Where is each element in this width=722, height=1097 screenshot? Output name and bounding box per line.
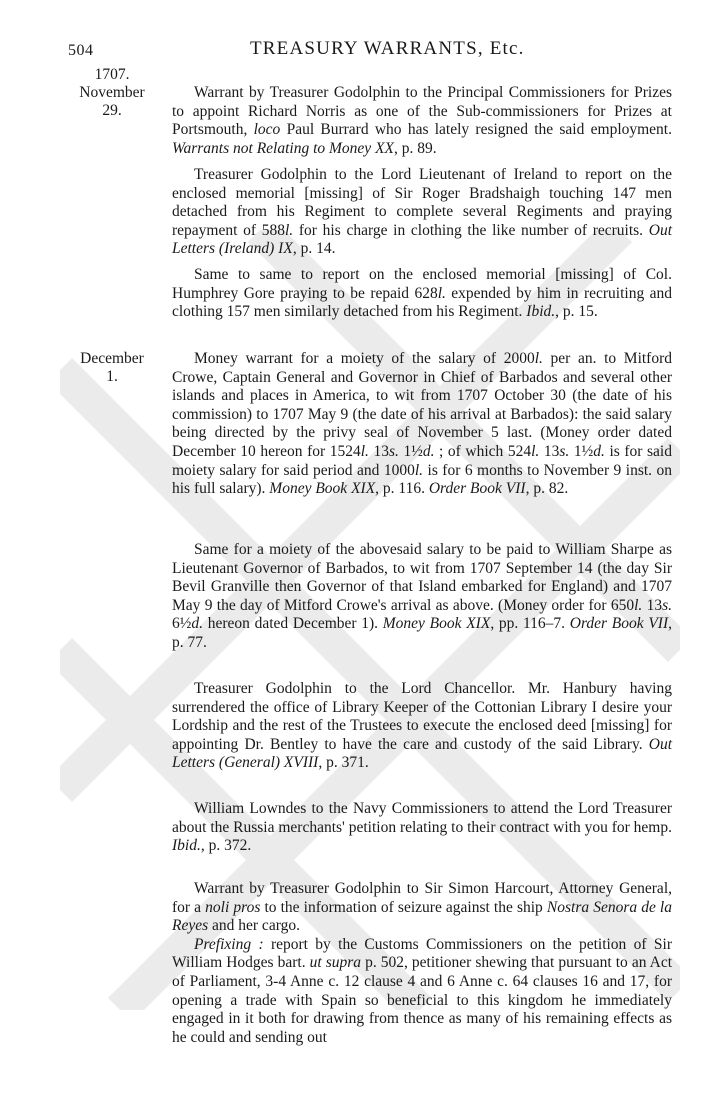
reference: Out Letters (Ireland) IX [172, 221, 672, 258]
entry-cottonian-library: Treasurer Godolphin to the Lord Chancellor. Mr. Hanbury having surrendered the office of Library Keeper of the Cottonian Library I desire your Lordship and the rest of the Trustees to execute the enclosed deed [missing] for appointing Dr. Bentley to have the care and custody of the said Library. Out Letters (General) XVIII, p. 371. [172, 680, 672, 772]
margin-day: 1. [106, 368, 118, 385]
reference: Order Book VII [569, 615, 669, 633]
margin-date-november [70, 66, 154, 120]
margin-year: 1707. [94, 66, 130, 83]
entry-bradshaigh-memorial: Treasurer Godolphin to the Lord Lieutenant of Ireland to report on the enclosed memorial [missing] of Sir Roger Bradshaigh touching 147 men detached from his Regiment to complete several Regiments and praying repayment of 588l. for his charge in clothing the like number of recruits. Out Letters (Ireland) IX, p. 14. [172, 166, 672, 258]
reference: Order Book VII [428, 480, 526, 498]
reference: Ibid. [172, 837, 201, 855]
entry-prize-commissioners: Warrant by Treasurer Godolphin to the Principal Commissioners for Prizes to appoint Richard Norris as one of the Sub-commissioners for Prizes at Portsmouth, loco Paul Burrard who has lately resigned the said employment. Warrants not Relating to Money XX, p. 89. [172, 84, 672, 157]
ship-name: Nostra Senora de la Reyes [172, 898, 672, 935]
reference: Money Book XIX [269, 480, 376, 498]
entry-russia-merchants: William Lowndes to the Navy Commissioners to attend the Lord Treasurer about the Russia merchants' petition relating to their contract with you for hemp. Ibid., p. 372. [172, 800, 672, 855]
reference: Out Letters (General) XVIII [172, 735, 672, 772]
page-number: 504 [68, 42, 94, 59]
margin-date-december [70, 350, 154, 386]
margin-month: November [79, 84, 145, 101]
reference: Money Book XIX [382, 615, 491, 633]
entry-noli-pros-warrant: Warrant by Treasurer Godolphin to Sir Simon Harcourt, Attorney General, for a noli pros to the information of seizure against the ship Nostra Senora de la Reyes and her cargo. Prefixing : report by the Customs Commissioners on the petition of Sir William Hodges bart. ut supra p. 502, petitioner shewing that pursuant to an Act of Parliament, 3-4 Anne c. 12 clause 4 and 6 Anne c. 64 clauses 16 and 17, for opening a trade with Spain so beneficial to this kingdom he immediately engaged in it both for drawing from thence as many of his remaining effects as he could and sending out [172, 880, 673, 1046]
entry-sharpe-salary: Same for a moiety of the abovesaid salary to be paid to William Sharpe as Lieutenant Governor of Barbados, to wit from 1707 September 14 (the day Sir Bevil Granville then Governor of that Island embarked for England) and 1707 May 9 the day of Mitford Crowe's arrival as above. (Money order for 650l. 13s. 6½d. hereon dated December 1). Money Book XIX, pp. 116–7. Order Book VII, p. 77. [172, 541, 672, 651]
reference: Ibid. [526, 303, 556, 321]
prefixing-label: Prefixing : [194, 935, 264, 953]
margin-month: December [80, 350, 144, 367]
margin-day: 29. [102, 102, 122, 119]
reference: Warrants not Relating to Money XX [172, 139, 395, 157]
running-title: TREASURY WARRANTS, Etc. [250, 38, 525, 59]
entry-crowe-salary: Money warrant for a moiety of the salary of 2000l. per an. to Mitford Crowe, Captain General and Governor in Chief of Barbados and several other islands and places in America, to wit from 1707 October 30 (the date of his commission) to 1707 May 9 (the date of his arrival at Barbados): the said salary being directed by the privy seal of November 5 last. (Money order dated December 10 hereon for 1524l. 13s. 1½d. ; of which 524l. 13s. 1½d. is for said moiety salary for said period and 1000l. is for 6 months to November 9 inst. on his full salary). Money Book XIX, p. 116. Order Book VII, p. 82. [172, 350, 673, 498]
entry-gore-memorial: Same to same to report on the enclosed memorial [missing] of Col. Humphrey Gore praying to be repaid 628l. expended by him in recruiting and clothing 157 men similarly detached from his Regiment. Ibid., p. 15. [172, 266, 672, 321]
